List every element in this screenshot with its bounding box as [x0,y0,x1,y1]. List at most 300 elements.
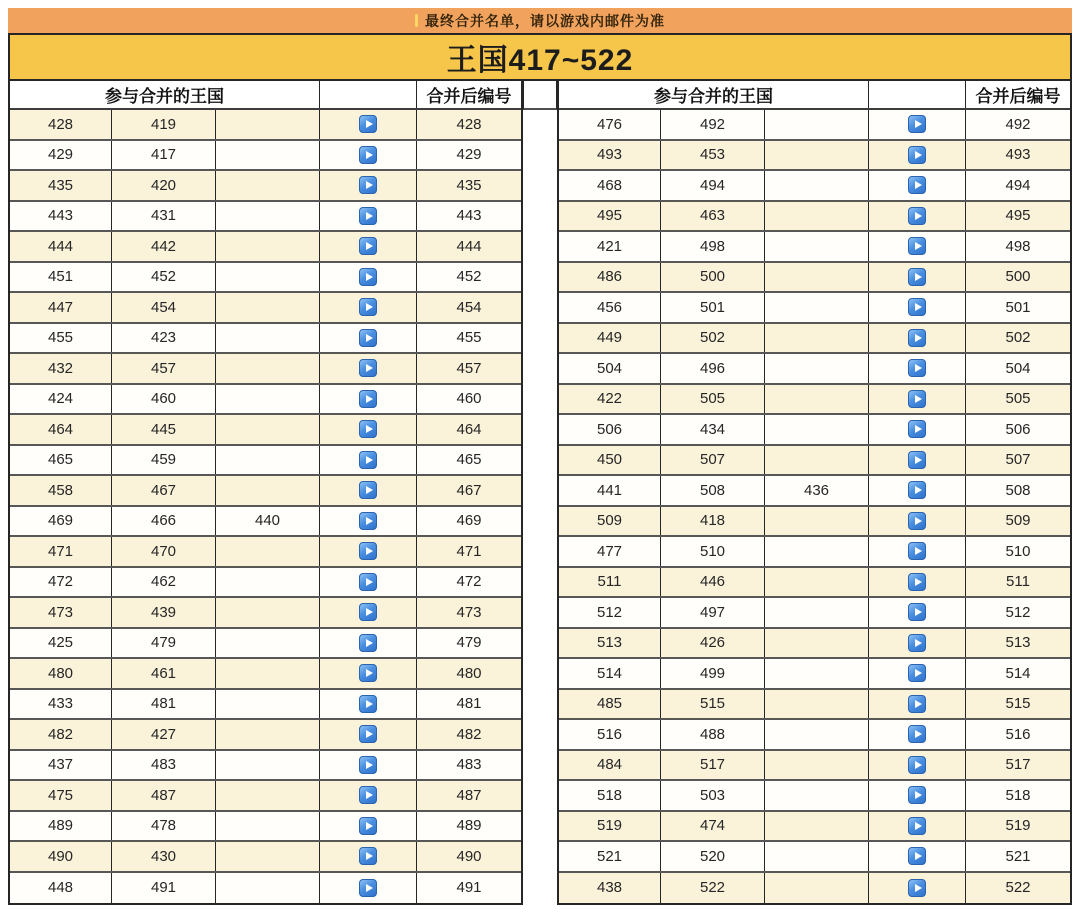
play-icon[interactable] [908,512,926,530]
table-row [559,873,1070,904]
play-triangle [366,730,373,738]
kingdom-3-cell [216,873,320,904]
table-row [10,324,521,355]
table-row [559,598,1070,629]
merged-number-cell: 501 [1005,298,1031,316]
play-icon[interactable] [359,268,377,286]
play-cell [320,690,417,719]
play-icon[interactable] [908,268,926,286]
play-icon[interactable] [359,481,377,499]
play-cell [869,202,966,231]
kingdom-3-cell: 436 [765,476,869,505]
play-triangle [366,273,373,281]
play-triangle [366,395,373,403]
participants-header: 参与合并的王国 [559,81,869,108]
merged-number-cell: 479 [456,634,482,652]
merged-number-cell: 492 [1005,115,1031,133]
play-cell [320,629,417,658]
kingdom-3-cell [765,720,869,749]
play-cell [320,202,417,231]
kingdom-3-cell [765,812,869,841]
play-triangle [915,700,922,708]
gap-header-cell [523,81,557,110]
play-triangle [915,303,922,311]
play-icon[interactable] [359,420,377,438]
play-cell [869,842,966,871]
kingdom-3-cell [216,141,320,170]
kingdom-2-cell: 431 [112,202,216,231]
table-header-row [10,81,521,110]
play-icon[interactable] [908,115,926,133]
play-triangle [366,303,373,311]
kingdom-3-cell [765,507,869,536]
kingdom-3-cell [765,873,869,904]
play-triangle [915,364,922,372]
play-icon[interactable] [359,237,377,255]
kingdom-1-cell: 477 [559,537,661,566]
play-icon[interactable] [908,603,926,621]
play-icon[interactable] [359,176,377,194]
kingdom-1-cell: 468 [559,171,661,200]
kingdom-2-cell: 517 [661,751,765,780]
play-icon[interactable] [359,359,377,377]
table-row [559,842,1070,873]
play-triangle [915,334,922,342]
kingdom-3-cell [216,293,320,322]
play-icon[interactable] [359,634,377,652]
kingdom-2-cell: 442 [112,232,216,261]
merged-number-cell: 454 [456,298,482,316]
kingdom-2-cell: 497 [661,598,765,627]
play-cell [869,415,966,444]
merged-number-cell: 490 [456,847,482,865]
kingdom-1-cell: 455 [10,324,112,353]
kingdom-2-cell: 510 [661,537,765,566]
kingdom-3-cell [216,598,320,627]
merged-number-cell: 482 [456,725,482,743]
play-cell [869,568,966,597]
play-cell [869,873,966,904]
kingdom-2-cell: 501 [661,293,765,322]
merged-number-cell: 509 [1005,512,1031,530]
play-triangle [366,547,373,555]
kingdom-2-cell: 487 [112,781,216,810]
play-icon[interactable] [359,603,377,621]
play-icon[interactable] [359,207,377,225]
table-row [559,507,1070,538]
kingdom-3-cell [216,415,320,444]
merged-number-cell: 473 [456,603,482,621]
kingdom-3-cell [765,598,869,627]
merged-number-cell: 508 [1005,481,1031,499]
play-cell [320,568,417,597]
play-icon[interactable] [359,329,377,347]
play-icon[interactable] [359,664,377,682]
table-row [10,171,521,202]
play-icon[interactable] [359,146,377,164]
play-icon[interactable] [908,390,926,408]
kingdom-1-cell: 456 [559,293,661,322]
play-triangle [366,151,373,159]
kingdom-1-cell: 472 [10,568,112,597]
kingdom-3-cell [765,354,869,383]
play-icon[interactable] [908,634,926,652]
merged-number-cell: 435 [456,176,482,194]
table-row [559,690,1070,721]
kingdom-1-cell: 449 [559,324,661,353]
kingdom-3-cell [216,476,320,505]
kingdom-3-cell [216,385,320,414]
play-triangle [366,608,373,616]
play-icon[interactable] [359,298,377,316]
merged-number-cell: 471 [456,542,482,560]
kingdom-2-cell: 430 [112,842,216,871]
kingdom-2-cell: 463 [661,202,765,231]
table-row [10,110,521,141]
table-row [559,293,1070,324]
play-cell [320,781,417,810]
play-icon[interactable] [908,146,926,164]
play-triangle [915,212,922,220]
kingdom-1-cell: 516 [559,720,661,749]
kingdom-2-cell: 420 [112,171,216,200]
play-cell [320,842,417,871]
merged-number-cell: 472 [456,573,482,591]
merged-number-cell: 493 [1005,146,1031,164]
kingdom-3-cell [765,568,869,597]
kingdom-3-cell [765,446,869,475]
kingdom-1-cell: 519 [559,812,661,841]
play-cell [869,720,966,749]
play-icon[interactable] [359,512,377,530]
play-cell [869,141,966,170]
play-icon[interactable] [908,664,926,682]
table-row [10,598,521,629]
play-icon[interactable] [908,879,926,897]
kingdom-2-cell: 418 [661,507,765,536]
play-cell [869,293,966,322]
kingdom-2-cell: 503 [661,781,765,810]
kingdom-2-cell: 483 [112,751,216,780]
kingdom-3-cell [765,659,869,688]
play-icon[interactable] [908,176,926,194]
kingdom-3-cell [216,751,320,780]
kingdom-1-cell: 443 [10,202,112,231]
play-icon[interactable] [908,573,926,591]
kingdom-2-cell: 520 [661,842,765,871]
table-row [559,202,1070,233]
play-icon[interactable] [359,451,377,469]
play-triangle [915,852,922,860]
kingdom-2-cell: 461 [112,659,216,688]
play-icon[interactable] [359,115,377,133]
play-cell [320,598,417,627]
kingdom-1-cell: 421 [559,232,661,261]
kingdom-2-cell: 453 [661,141,765,170]
kingdom-3-cell [765,781,869,810]
play-icon[interactable] [359,879,377,897]
play-cell [320,324,417,353]
table-row [10,476,521,507]
play-icon[interactable] [908,237,926,255]
merged-number-cell: 494 [1005,176,1031,194]
merged-number-cell: 511 [1006,573,1030,591]
kingdom-1-cell: 482 [10,720,112,749]
play-icon[interactable] [908,359,926,377]
play-icon[interactable] [908,329,926,347]
merged-number-cell: 455 [456,329,482,347]
play-triangle [915,884,922,892]
play-triangle [366,639,373,647]
play-cell [869,171,966,200]
kingdom-2-cell: 492 [661,110,765,139]
kingdom-1-cell: 512 [559,598,661,627]
play-cell [320,476,417,505]
kingdom-3-cell [765,842,869,871]
kingdom-1-cell: 433 [10,690,112,719]
kingdom-1-cell: 504 [559,354,661,383]
kingdom-2-cell: 457 [112,354,216,383]
merged-number-cell: 504 [1005,359,1031,377]
play-cell [869,690,966,719]
notice-text: 最终合并名单，请以游戏内邮件为准 [425,12,665,29]
play-icon[interactable] [908,695,926,713]
play-icon[interactable] [359,786,377,804]
kingdom-2-cell: 494 [661,171,765,200]
play-triangle [366,517,373,525]
kingdom-3-cell [765,629,869,658]
table-row [10,415,521,446]
play-triangle [915,456,922,464]
table-row [10,812,521,843]
kingdom-2-cell: 466 [112,507,216,536]
merged-number-cell: 481 [456,695,482,713]
play-triangle [366,669,373,677]
merged-number-cell: 515 [1005,695,1031,713]
kingdom-1-cell: 486 [559,263,661,292]
play-triangle [366,761,373,769]
kingdom-3-cell [216,202,320,231]
merged-number-cell: 457 [456,359,482,377]
play-triangle [366,486,373,494]
play-cell [320,263,417,292]
kingdom-3-cell [216,263,320,292]
kingdom-2-cell: 439 [112,598,216,627]
play-icon[interactable] [908,817,926,835]
play-icon[interactable] [359,725,377,743]
title-bar [8,33,1072,81]
merged-number-cell: 517 [1005,756,1031,774]
table-row [10,263,521,294]
table-row [10,720,521,751]
kingdom-2-cell: 500 [661,263,765,292]
play-triangle [915,486,922,494]
table-row [10,293,521,324]
kingdom-1-cell: 480 [10,659,112,688]
table-row [559,171,1070,202]
kingdom-3-cell [216,354,320,383]
kingdom-1-cell: 444 [10,232,112,261]
kingdom-3-cell [216,232,320,261]
table-row [559,446,1070,477]
play-cell [320,751,417,780]
table-row [559,659,1070,690]
result-header: 合并后编号 [426,87,512,106]
kingdom-2-cell: 445 [112,415,216,444]
play-icon[interactable] [908,847,926,865]
play-triangle [366,334,373,342]
kingdom-3-cell [765,415,869,444]
play-icon[interactable] [908,481,926,499]
play-cell [869,659,966,688]
kingdom-1-cell: 447 [10,293,112,322]
play-triangle [366,456,373,464]
play-cell [320,293,417,322]
play-cell [869,354,966,383]
play-icon[interactable] [359,390,377,408]
kingdom-1-cell: 490 [10,842,112,871]
kingdom-2-cell: 454 [112,293,216,322]
play-triangle [915,120,922,128]
kingdom-1-cell: 484 [559,751,661,780]
play-icon[interactable] [359,847,377,865]
kingdom-1-cell: 493 [559,141,661,170]
play-cell [869,263,966,292]
play-cell [869,537,966,566]
kingdom-2-cell: 459 [112,446,216,475]
play-icon[interactable] [359,542,377,560]
play-icon[interactable] [359,817,377,835]
play-cell [869,751,966,780]
kingdom-2-cell: 499 [661,659,765,688]
play-icon[interactable] [359,695,377,713]
page-title: 王国417~522 [446,44,634,77]
merged-number-cell: 487 [456,786,482,804]
play-icon[interactable] [908,207,926,225]
play-triangle [915,425,922,433]
play-cell [869,781,966,810]
play-icon[interactable] [908,542,926,560]
merged-number-cell: 512 [1005,603,1031,621]
kingdom-1-cell: 428 [10,110,112,139]
play-triangle [915,639,922,647]
table-row [559,781,1070,812]
play-cell [869,232,966,261]
play-cell [869,385,966,414]
play-triangle [366,822,373,830]
kingdom-1-cell: 429 [10,141,112,170]
merged-number-cell: 429 [456,146,482,164]
result-header: 合并后编号 [975,87,1061,106]
table-row [559,263,1070,294]
kingdom-2-cell: 508 [661,476,765,505]
play-cell [320,354,417,383]
kingdom-1-cell: 469 [10,507,112,536]
play-cell [320,873,417,904]
kingdom-2-cell: 505 [661,385,765,414]
kingdom-1-cell: 513 [559,629,661,658]
play-icon[interactable] [359,756,377,774]
kingdom-3-cell [765,690,869,719]
kingdom-3-cell [765,537,869,566]
kingdom-2-cell: 434 [661,415,765,444]
merged-number-cell: 465 [456,451,482,469]
kingdom-3-cell [216,537,320,566]
play-cell [869,812,966,841]
merged-number-cell: 491 [456,879,482,897]
kingdom-2-cell: 496 [661,354,765,383]
table-header-row [559,81,1070,110]
play-cell [320,446,417,475]
kingdom-3-cell [216,171,320,200]
kingdom-3-cell [216,659,320,688]
kingdom-3-cell [765,385,869,414]
kingdom-1-cell: 422 [559,385,661,414]
kingdom-3-cell [216,629,320,658]
play-triangle [915,761,922,769]
header-empty-cell [869,81,966,108]
merged-number-cell: 514 [1005,664,1031,682]
play-cell [869,629,966,658]
kingdom-3-cell [216,446,320,475]
table-row [10,232,521,263]
play-cell [320,141,417,170]
merged-number-cell: 522 [1005,879,1031,897]
play-icon[interactable] [908,786,926,804]
play-triangle [915,822,922,830]
merged-number-cell: 502 [1005,329,1031,347]
kingdom-3-cell [765,751,869,780]
play-triangle [366,791,373,799]
kingdom-2-cell: 427 [112,720,216,749]
kingdom-3-cell [765,141,869,170]
play-cell [320,385,417,414]
merged-number-cell: 505 [1005,390,1031,408]
play-icon[interactable] [908,451,926,469]
play-cell [869,598,966,627]
kingdom-1-cell: 432 [10,354,112,383]
play-triangle [915,517,922,525]
play-icon[interactable] [908,725,926,743]
kingdom-2-cell: 467 [112,476,216,505]
table-row [559,354,1070,385]
play-triangle [915,669,922,677]
kingdom-3-cell [216,720,320,749]
play-icon[interactable] [359,573,377,591]
play-triangle [915,395,922,403]
table-row [559,415,1070,446]
kingdom-2-cell: 478 [112,812,216,841]
table-row [10,537,521,568]
play-triangle [915,151,922,159]
kingdom-1-cell: 450 [559,446,661,475]
kingdom-3-cell [765,171,869,200]
table-row [559,629,1070,660]
table-row [559,537,1070,568]
play-icon[interactable] [908,756,926,774]
play-icon[interactable] [908,420,926,438]
play-triangle [915,608,922,616]
play-icon[interactable] [908,298,926,316]
kingdom-1-cell: 438 [559,873,661,904]
play-triangle [366,242,373,250]
play-triangle [366,884,373,892]
merged-number-cell: 513 [1005,634,1031,652]
play-cell [869,446,966,475]
table-row [10,385,521,416]
play-cell [320,110,417,139]
kingdom-2-cell: 522 [661,873,765,904]
